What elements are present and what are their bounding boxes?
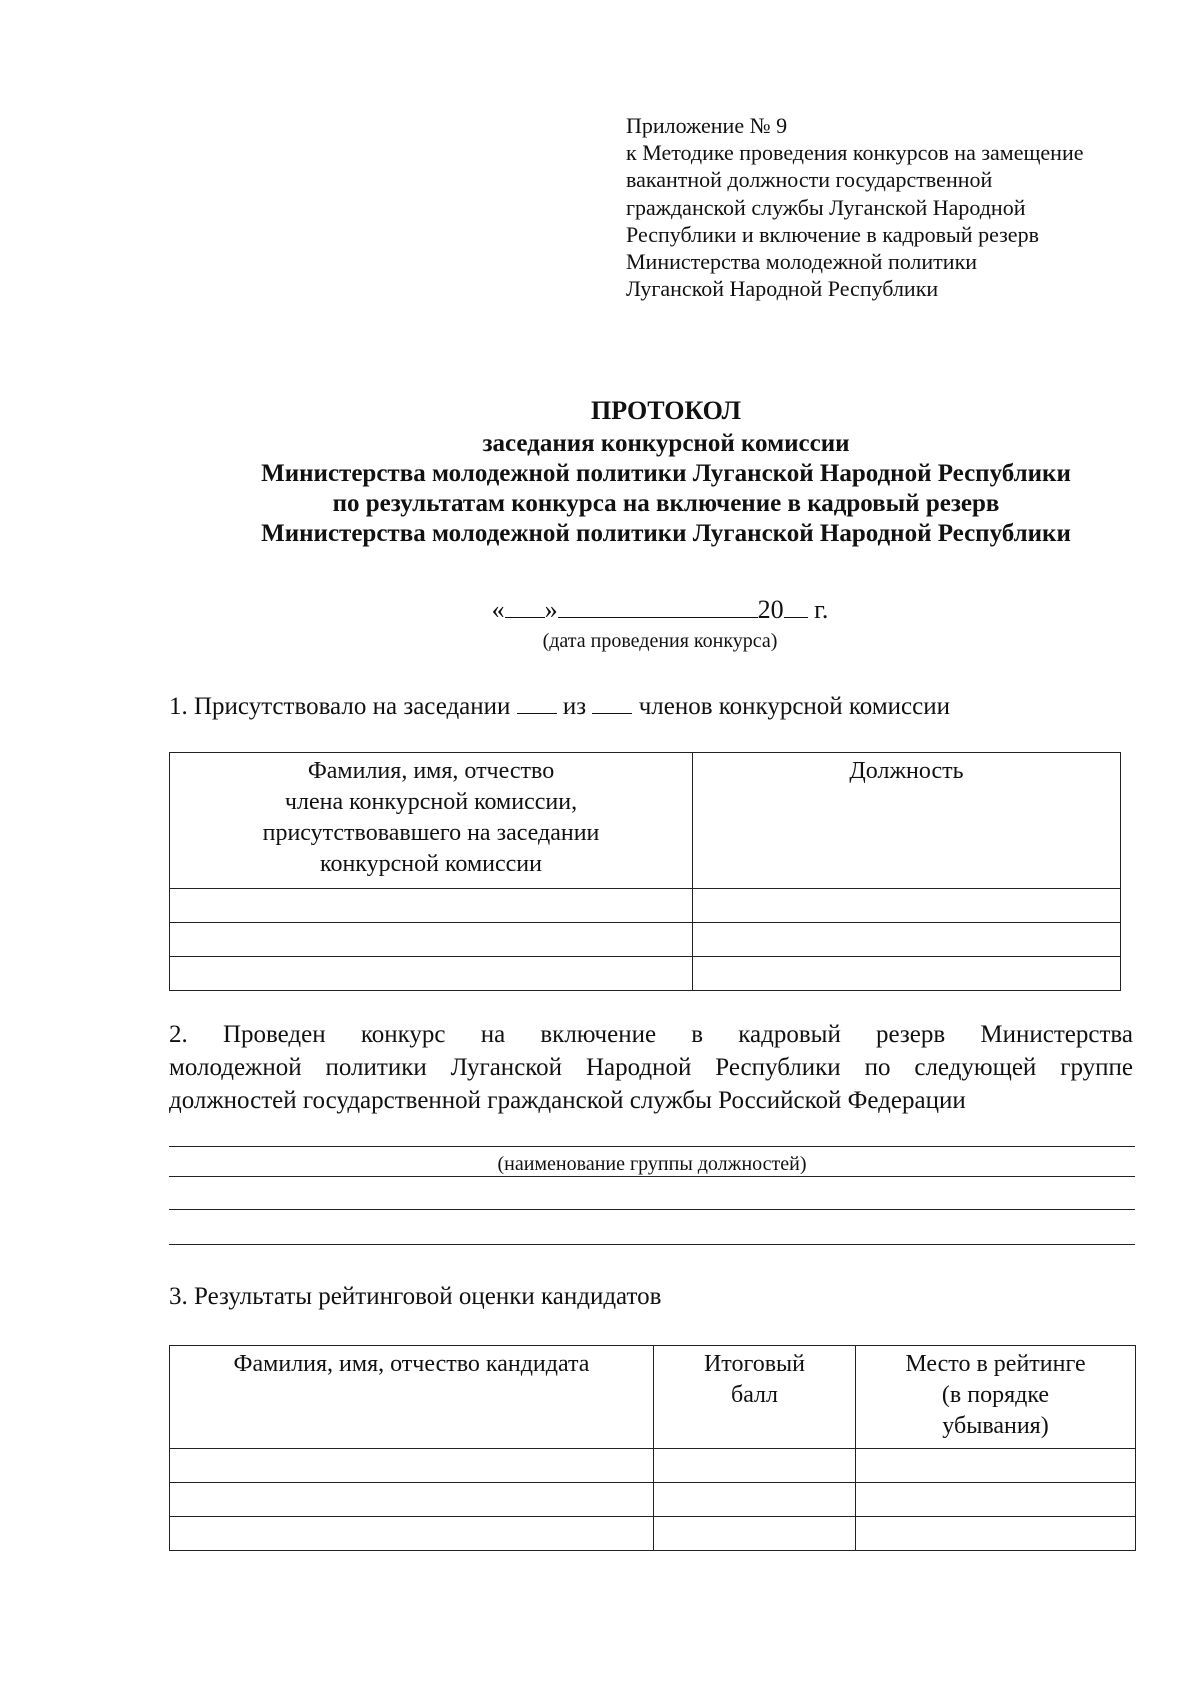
attendance-text-before: 1. Присутствовало на заседании	[169, 693, 511, 720]
candidate-name-header	[170, 1346, 654, 1449]
appendix-line: гражданской службы Луганской Народной	[626, 194, 1026, 220]
paragraph-line: 2. Проведен конкурс на включение в кадровый резерв Министерства	[169, 1021, 1133, 1048]
rating-place-header	[856, 1346, 1136, 1449]
header-text: Фамилия, имя, отчество	[307, 758, 555, 784]
title-line: Министерства молодежной политики Луганской Народной Республики	[261, 520, 1071, 547]
table-cell[interactable]	[170, 923, 693, 957]
table-cell[interactable]	[654, 1483, 856, 1517]
member-name-header	[170, 753, 693, 889]
paragraph-line: молодежной политики Луганской Народной Республики по следующей группе	[169, 1054, 1133, 1081]
year-blank[interactable]	[784, 593, 808, 618]
table-row	[170, 1449, 1136, 1483]
appendix-line: Министерства молодежной политики	[626, 249, 978, 275]
table-row	[170, 889, 1121, 923]
date-caption: (дата проведения конкурса)	[542, 630, 778, 652]
total-count-blank[interactable]	[592, 689, 632, 714]
table-cell[interactable]	[170, 1483, 654, 1517]
day-blank[interactable]	[505, 593, 545, 618]
table-cell[interactable]	[693, 957, 1121, 991]
table-cell[interactable]	[654, 1517, 856, 1551]
header-text: Фамилия, имя, отчество кандидата	[233, 1351, 590, 1377]
title-line: по результатам конкурса на включение в кадровый резерв	[332, 490, 1000, 517]
table-cell[interactable]	[856, 1517, 1136, 1551]
date-field	[420, 593, 900, 625]
appendix-note	[626, 112, 1146, 302]
group-name-line[interactable]	[169, 1244, 1135, 1245]
paragraph-line: должностей государственной гражданской службы Российской Федерации	[169, 1087, 966, 1114]
attendance-text-after: членов конкурсной комиссии	[638, 693, 950, 720]
table-row	[170, 923, 1121, 957]
section2-paragraph	[169, 1018, 1133, 1117]
attendance-text-middle: из	[562, 693, 587, 720]
table-cell[interactable]	[856, 1449, 1136, 1483]
commission-members-table	[169, 752, 1121, 991]
header-text: балл	[730, 1382, 779, 1408]
appendix-line: вакантной должности государственной	[626, 167, 993, 193]
group-name-line[interactable]	[169, 1146, 1135, 1147]
table-cell[interactable]	[693, 923, 1121, 957]
group-name-line[interactable]	[169, 1209, 1135, 1210]
table-header-row	[170, 753, 1121, 889]
header-text: члена конкурсной комиссии,	[284, 789, 578, 815]
group-name-caption: (наименование группы должностей)	[497, 1153, 807, 1175]
header-text: (в порядке	[941, 1382, 1050, 1408]
present-count-blank[interactable]	[517, 689, 557, 714]
header-text: Должность	[849, 758, 964, 784]
appendix-line: к Методике проведения конкурсов на замещение	[626, 140, 1084, 166]
table-row	[170, 957, 1121, 991]
appendix-line: Республики и включение в кадровый резерв	[626, 221, 1039, 247]
table-header-row	[170, 1346, 1136, 1449]
table-cell[interactable]	[170, 957, 693, 991]
date-century: 20	[757, 595, 784, 624]
table-cell[interactable]	[170, 1517, 654, 1551]
section3-heading: 3. Результаты рейтинговой оценки кандидатов	[169, 1283, 662, 1310]
rating-results-table	[169, 1345, 1136, 1551]
header-text: присутствовавшего на заседании	[262, 820, 600, 846]
title-line: Министерства молодежной политики Луганской Народной Республики	[261, 460, 1071, 487]
group-name-line[interactable]	[169, 1176, 1135, 1177]
header-text: Место в рейтинге	[905, 1351, 1086, 1377]
date-year-suffix: г.	[814, 595, 829, 624]
table-cell[interactable]	[170, 889, 693, 923]
attendance-line	[169, 689, 950, 722]
table-cell[interactable]	[856, 1483, 1136, 1517]
date-close-quote: »	[544, 595, 558, 624]
table-row	[170, 1483, 1136, 1517]
date-open-quote: «	[491, 595, 505, 624]
header-text: Итоговый	[703, 1351, 806, 1377]
header-text: убывания)	[942, 1413, 1049, 1439]
title-heading: ПРОТОКОЛ	[591, 396, 741, 425]
table-cell[interactable]	[654, 1449, 856, 1483]
appendix-line: Приложение № 9	[626, 113, 788, 138]
position-header	[693, 753, 1121, 889]
document-title	[0, 396, 1200, 549]
title-line: заседания конкурсной комиссии	[482, 430, 850, 457]
table-cell[interactable]	[693, 889, 1121, 923]
table-cell[interactable]	[170, 1449, 654, 1483]
table-row	[170, 1517, 1136, 1551]
header-text: конкурсной комиссии	[320, 851, 542, 877]
appendix-line: Луганской Народной Республики	[626, 276, 939, 302]
month-blank[interactable]	[558, 593, 758, 618]
total-score-header	[654, 1346, 856, 1449]
